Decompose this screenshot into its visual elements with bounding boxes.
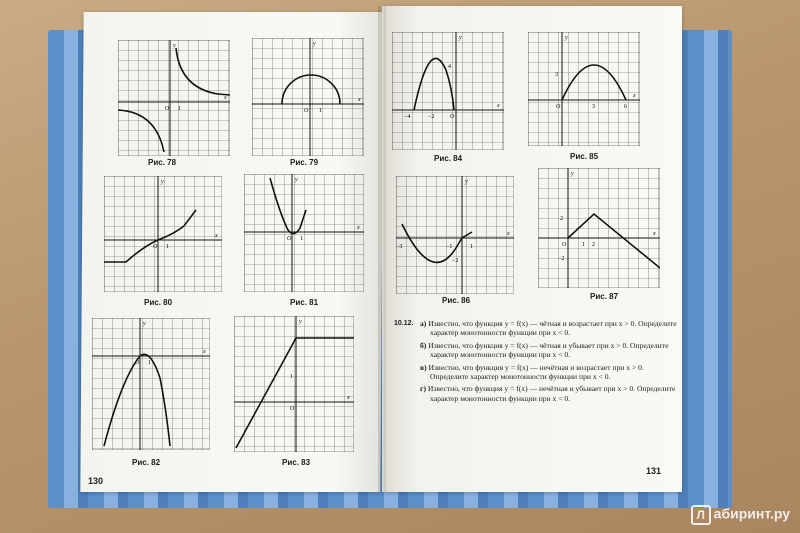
book-gutter: [378, 6, 386, 492]
page-number-left: 130: [88, 476, 104, 486]
y-axis-label: y: [459, 35, 462, 41]
origin-label: O: [556, 104, 561, 110]
tick-label: 1: [470, 244, 473, 250]
caption-79: Рис. 79: [290, 158, 319, 167]
tick-label: 2: [560, 216, 563, 222]
tick-label: 1: [300, 236, 303, 242]
tick-label: 3: [555, 72, 558, 78]
tick-label: −2: [452, 258, 459, 264]
task-label: г): [420, 384, 426, 394]
graph-83: [234, 316, 354, 452]
y-axis-label: y: [313, 41, 316, 47]
tick-label: 1: [290, 374, 293, 380]
tick-label: −2: [428, 114, 435, 120]
task-text: Известно, что функция y = f(x) — чётная и возрастает при x > 0. Определите характер монотонности функции при x < 0.: [428, 319, 677, 338]
exercise-10-12: [394, 319, 680, 406]
caption-84: Рис. 84: [434, 154, 463, 163]
caption-86: Рис. 86: [442, 296, 471, 305]
task-number: 10.12.: [394, 320, 414, 327]
figure-81: [244, 174, 364, 292]
graph-84: [392, 32, 504, 150]
watermark: [691, 505, 790, 525]
caption-87: Рис. 87: [590, 292, 619, 301]
y-axis-label: y: [571, 171, 574, 177]
task-item: [420, 384, 680, 403]
graph-78: [118, 40, 230, 156]
caption-80: Рис. 80: [144, 298, 173, 307]
origin-label: O: [450, 114, 455, 120]
graph-87: [538, 168, 660, 288]
x-axis-label: x: [357, 225, 360, 231]
task-label: а): [420, 319, 427, 328]
figure-78: [118, 40, 230, 156]
task-text: Известно, что функция y = f(x) — нечётная и возрастает при x > 0. Определите характер монотонности функции при x < 0.: [428, 362, 644, 382]
graph-80: [104, 176, 222, 292]
x-axis-label: x: [224, 95, 227, 101]
tick-label: 1: [178, 106, 181, 112]
tick-label: −2: [558, 256, 565, 262]
watermark-text: абиринт.ру: [713, 505, 790, 522]
figure-87: [538, 168, 660, 288]
y-axis-label: y: [299, 319, 302, 325]
x-axis-label: x: [507, 231, 510, 237]
figure-84: [392, 32, 504, 150]
y-axis-label: y: [565, 35, 568, 41]
x-axis-label: x: [497, 103, 500, 109]
graph-81: [244, 174, 364, 292]
x-axis-label: x: [203, 349, 206, 355]
figure-85: [528, 32, 640, 146]
tick-label: −3: [396, 244, 403, 250]
task-text: Известно, что функция y = f(x) — чётная и убывает при x > 0. Определите характер монотонности функции при x < 0.: [428, 340, 669, 360]
tick-label: 1: [582, 242, 585, 248]
origin-label: O: [165, 106, 170, 112]
origin-label: O: [153, 244, 158, 250]
y-axis-label: y: [173, 43, 176, 49]
task-item: [420, 341, 680, 360]
task-item: [420, 363, 680, 382]
page-number-right: 131: [646, 466, 662, 476]
tick-label: 6: [624, 104, 627, 110]
graph-79: [252, 38, 364, 156]
origin-label: O: [562, 242, 567, 248]
graph-86: [396, 176, 514, 294]
x-axis-label: x: [215, 233, 218, 239]
caption-81: Рис. 81: [290, 298, 319, 307]
tick-label: −1: [446, 244, 453, 250]
figure-82: [92, 318, 210, 450]
tick-label: 4: [448, 64, 451, 70]
tick-label: 3: [592, 104, 595, 110]
tick-label: 1: [148, 360, 151, 366]
tick-label: 2: [592, 242, 595, 248]
x-axis-label: x: [653, 231, 656, 237]
y-axis-label: y: [465, 179, 468, 185]
caption-82: Рис. 82: [132, 458, 161, 467]
x-axis-label: x: [347, 395, 350, 401]
y-axis-label: y: [161, 179, 164, 185]
tick-label: 1: [166, 244, 169, 250]
figure-83: [234, 316, 354, 452]
origin-label: O: [287, 236, 292, 242]
origin-label: O: [135, 360, 140, 366]
y-axis-label: y: [143, 321, 146, 327]
tick-label: −4: [404, 114, 411, 120]
x-axis-label: x: [358, 97, 361, 103]
origin-label: O: [304, 108, 309, 114]
task-label: в): [420, 362, 427, 372]
labirint-logo: Л: [691, 505, 711, 525]
caption-78: Рис. 78: [148, 158, 177, 167]
tick-label: 1: [319, 108, 322, 114]
figure-80: [104, 176, 222, 292]
graph-82: [92, 318, 210, 450]
figure-86: [396, 176, 514, 294]
task-item: [420, 319, 680, 338]
task-text: Известно, что функция y = f(x) — нечётная и убывает при x > 0. Определите характер монотонности функции при x < 0.: [427, 384, 676, 403]
origin-label: O: [290, 406, 295, 412]
caption-83: Рис. 83: [282, 458, 311, 467]
y-axis-label: y: [295, 177, 298, 183]
caption-85: Рис. 85: [570, 152, 599, 161]
x-axis-label: x: [633, 93, 636, 99]
task-label: б): [420, 340, 427, 350]
figure-79: [252, 38, 364, 156]
graph-85: [528, 32, 640, 146]
